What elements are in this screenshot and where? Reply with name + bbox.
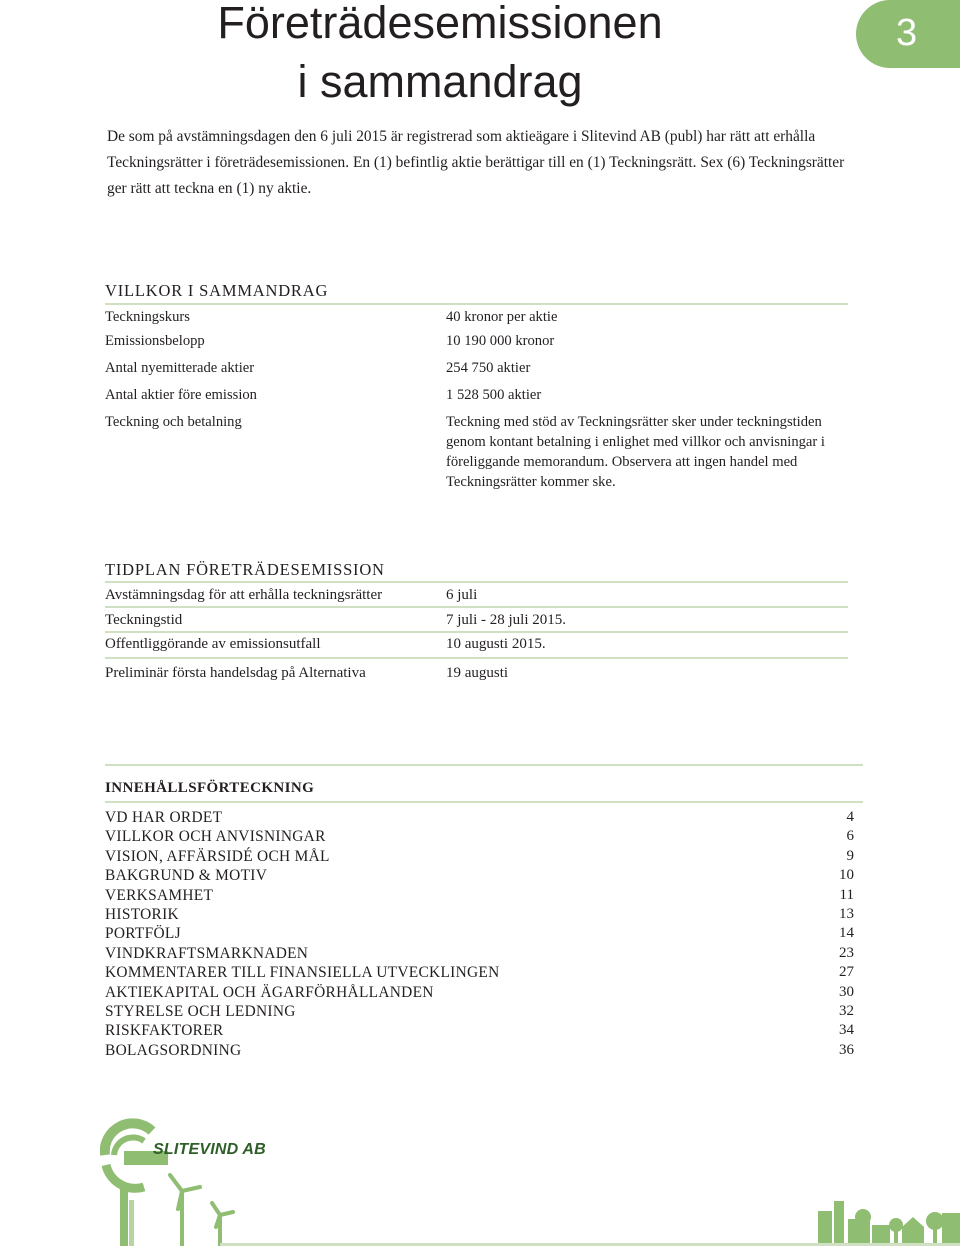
page-number: 3: [896, 12, 918, 54]
toc-page-bakgrund: 10: [839, 867, 854, 883]
toc-item-aktiekapital: AKTIEKAPITAL OCH ÄGARFÖRHÅLLANDEN: [105, 984, 434, 1001]
page-title-line-1: Företrädesemissionen: [217, 0, 663, 48]
villkor-label-teckning: Teckning och betalning: [105, 414, 242, 430]
toc-item-bakgrund: BAKGRUND & MOTIV: [105, 867, 268, 884]
tidplan-heading: TIDPLAN FÖRETRÄDESEMISSION: [105, 560, 385, 579]
wind-turbine-logo-icon: [100, 1115, 960, 1246]
toc-page-bolagsordning: 36: [839, 1042, 854, 1058]
toc-item-riskfaktorer: RISKFAKTORER: [105, 1022, 224, 1039]
tidplan-label-teckningstid: Teckningstid: [105, 612, 183, 628]
toc-item-portfolj: PORTFÖLJ: [105, 925, 181, 942]
tidplan-value-utfall: 10 augusti 2015.: [446, 636, 546, 652]
toc-page-villkor: 6: [846, 828, 854, 844]
city-skyline-icon: [818, 1201, 960, 1246]
toc-page-verksamhet: 11: [839, 887, 854, 903]
page-title-line-2: i sammandrag: [297, 56, 583, 107]
toc-item-verksamhet: VERKSAMHET: [105, 887, 214, 904]
brand-name: SLITEVIND AB: [153, 1141, 266, 1158]
villkor-label-teckningskurs: Teckningskurs: [105, 309, 190, 325]
tidplan-rule-1: [105, 581, 848, 583]
tidplan-value-teckningstid: 7 juli - 28 juli 2015.: [446, 612, 566, 628]
toc-page-kommentarer: 27: [839, 964, 854, 980]
tidplan-value-handelsdag: 19 augusti: [446, 665, 509, 681]
villkor-value-emissionsbelopp: 10 190 000 kronor: [446, 333, 555, 349]
villkor-value-teckning: Teckning med stöd av Teckningsrätter sker under teckningstiden genom kontant betalning i enlighet med villkor och anvisningar i föreliggande memorandum. Observera att ingen handel med Teckningsrätter kommer ske.: [446, 414, 825, 490]
toc-page-vindkraftsmarknaden: 23: [839, 945, 854, 961]
tidplan-label-handelsdag: Preliminär första handelsdag på Alternativa: [105, 665, 366, 681]
toc-page-riskfaktorer: 34: [839, 1022, 854, 1038]
toc-item-bolagsordning: BOLAGSORDNING: [105, 1042, 242, 1059]
villkor-rule: [105, 303, 848, 305]
tidplan-rule-2: [105, 606, 848, 608]
villkor-label-emissionsbelopp: Emissionsbelopp: [105, 333, 205, 349]
villkor-value-teckningskurs: 40 kronor per aktie: [446, 309, 558, 325]
toc-heading: INNEHÅLLSFÖRTECKNING: [105, 780, 315, 796]
tidplan-label-avstamningsdag: Avstämningsdag för att erhålla teckningsrätter: [105, 587, 383, 603]
villkor-value-fore-emission: 1 528 500 aktier: [446, 387, 542, 403]
toc-page-portfolj: 14: [839, 925, 854, 941]
tidplan-rule-3: [105, 631, 848, 633]
toc-item-vindkraftsmarknaden: VINDKRAFTSMARKNADEN: [105, 945, 309, 962]
toc-page-aktiekapital: 30: [839, 984, 854, 1000]
tidplan-rule-4: [105, 657, 848, 659]
toc-item-styrelse: STYRELSE OCH LEDNING: [105, 1003, 296, 1020]
villkor-label-nyemitterade: Antal nyemitterade aktier: [105, 360, 255, 376]
toc-item-vision: VISION, AFFÄRSIDÉ OCH MÅL: [105, 848, 330, 865]
toc-page-historik: 13: [839, 906, 854, 922]
toc-page-vision: 9: [846, 848, 854, 864]
toc-item-kommentarer: KOMMENTARER TILL FINANSIELLA UTVECKLINGEN: [105, 964, 500, 981]
villkor-heading: VILLKOR I SAMMANDRAG: [105, 281, 329, 300]
toc-page-vd-har-ordet: 4: [846, 809, 854, 825]
toc-item-vd-har-ordet: VD HAR ORDET: [105, 809, 223, 826]
villkor-label-fore-emission: Antal aktier före emission: [105, 387, 257, 403]
toc-item-historik: HISTORIK: [105, 906, 179, 923]
turbine-icon: [170, 1175, 233, 1246]
intro-paragraph: De som på avstämningsdagen den 6 juli 2015 är registrerad som aktieägare i Slitevind AB (publ) har rätt att erhålla Teckningsrätter i företrädesemissionen. En (1) befintlig aktie berättigar till en (1) Teckningsrätt. Sex (6) Teckningsrätter ger rätt att teckna en (1) ny aktie.: [107, 128, 845, 197]
toc-item-villkor: VILLKOR OCH ANVISNINGAR: [105, 828, 326, 845]
page-number-tab: [856, 0, 960, 68]
toc-page-styrelse: 32: [839, 1003, 854, 1019]
villkor-value-nyemitterade: 254 750 aktier: [446, 360, 531, 376]
toc-rule-bottom: [105, 801, 863, 803]
tidplan-value-avstamningsdag: 6 juli: [446, 587, 478, 603]
tidplan-label-utfall: Offentliggörande av emissionsutfall: [105, 636, 321, 652]
toc-rule-top: [105, 764, 863, 766]
